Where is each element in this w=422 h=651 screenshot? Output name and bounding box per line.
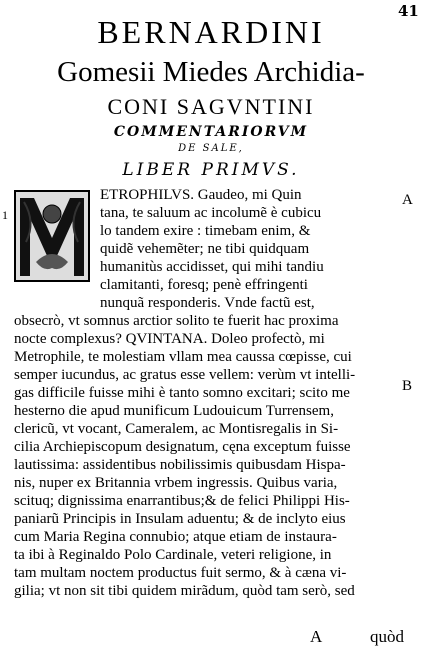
- text-line: obsecrò, vt somnus arctior solito te fuerit hac proxima: [14, 313, 339, 329]
- text-line: tam multam noctem productus fuit sermo, & à cæna vi-: [14, 565, 347, 581]
- text-line: Metrophile, te molestiam vllam mea caussa cœpisse, cui: [14, 349, 352, 365]
- margin-letter-b: B: [402, 378, 413, 394]
- text-line: gilia; vt non sit tibi quidem mirãdum, quòd tam serò, sed: [14, 583, 355, 599]
- text-line: clericũ, vt vocant, Cameralem, ac Montisregalis in Si-: [14, 421, 339, 437]
- margin-mark: 1: [2, 208, 8, 222]
- title-subject: DE SALE,: [178, 143, 244, 154]
- text-line: ETROPHILVS. Gaudeo, mi Quin: [100, 187, 302, 203]
- text-line: humanitùs accidisset, qui mihi tandiu: [100, 259, 324, 275]
- text-line: paniarũ Principis in Insulam aduentu; & de inclyto eius: [14, 511, 346, 527]
- text-line: scituq; dignissima enarrantibus;& de felici Philippi His-: [14, 493, 350, 509]
- text-line: lautissima: assidentibus nobilissimis quibusdam Hispa-: [14, 457, 346, 473]
- text-line: cilia Archiepiscopum designatum, cęna exceptum fuisse: [14, 439, 351, 455]
- title-office: CONI SAGVNTINI: [107, 94, 315, 119]
- text-line: cum Maria Regina connubio; atque etiam de instaura-: [14, 529, 337, 545]
- text-line: hesterno die apud munificum Ludouicum Turrensem,: [14, 403, 334, 419]
- text-line: ta ibi à Reginaldo Polo Cardinale, veteri religione, in: [14, 547, 332, 563]
- text-line: tana, te saluum ac incolumẽ è cubicu: [100, 205, 322, 221]
- title-author: BERNARDINI: [97, 14, 325, 50]
- decorated-initial: [14, 190, 90, 282]
- text-line: gas difficile fuisse mihi è tanto somno excitari; scito me: [14, 385, 350, 401]
- page-number: 41: [398, 2, 419, 20]
- text-line: clamitanti, foresq; penè effringenti: [100, 277, 308, 293]
- signature-mark: A: [310, 627, 323, 646]
- title-work: COMMENTARIORVM: [113, 124, 309, 140]
- title-name: Gomesii Miedes Archidia-: [57, 56, 365, 88]
- catchword: quòd: [370, 627, 404, 646]
- text-line: nunquã responderis. Vnde factũ est,: [100, 295, 315, 311]
- book-heading: LIBER PRIMVS.: [122, 160, 300, 180]
- margin-letter-a: A: [402, 192, 413, 208]
- text-line: nis, nuper ex Britannia vrbem ingressis. Quibus varia,: [14, 475, 338, 491]
- text-line: quidẽ vehemẽter; ne tibi quidquam: [100, 241, 310, 257]
- text-line: lo tandem exire : timebam enim, &: [100, 223, 311, 239]
- text-line: semper iucundus, ac gratus esse vellem: verùm vt intelli-: [14, 367, 356, 383]
- decorated-initial-art: [16, 192, 88, 280]
- text-line: nocte complexus? QVINTANA. Doleo profectò, mi: [14, 331, 325, 347]
